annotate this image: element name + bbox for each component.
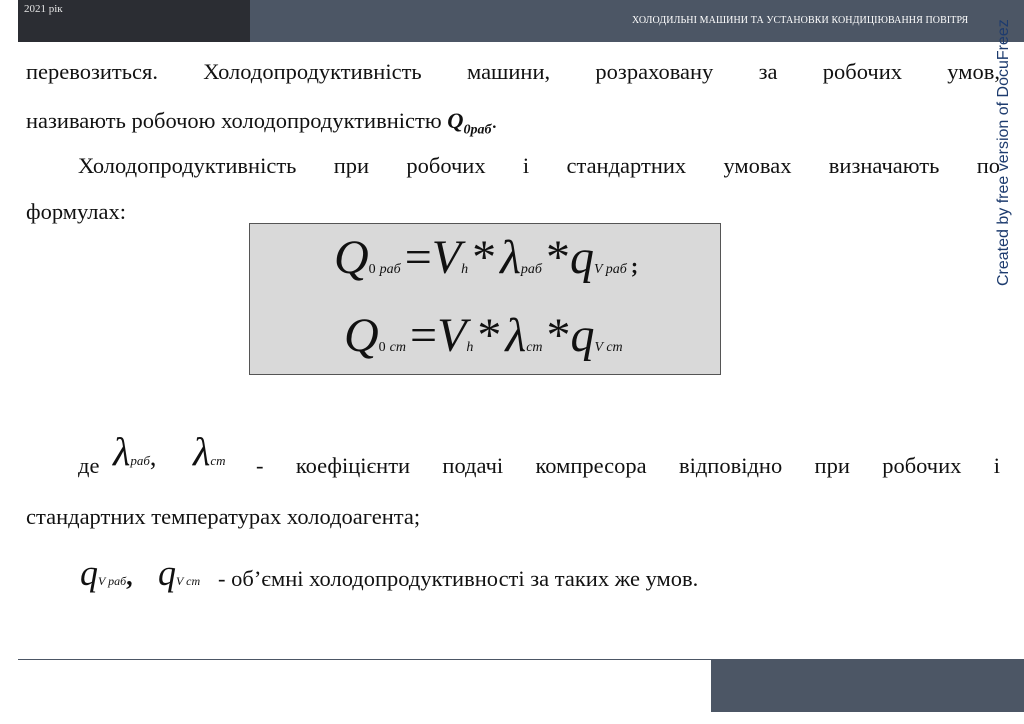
para3-line2: стандартних температурах холодоагента;	[26, 504, 421, 529]
para1-line1: перевозиться. Холодопродуктивність машини, розраховану за робочих умов,	[26, 59, 1000, 84]
footer-line	[18, 659, 712, 660]
para1-line2-text: називають робочою холодопродуктивністю	[26, 108, 442, 133]
para3-line1: - коефіцієнти подачі компресора відповідно при робочих і	[256, 453, 1000, 478]
lambda-standard-symbol: λст	[193, 429, 226, 474]
header-title: ХОЛОДИЛЬНІ МАШИНИ ТА УСТАНОВКИ КОНДИЦІЮВАННЯ ПОВІТРЯ	[632, 15, 969, 26]
qv-work-symbol: qV раб,	[80, 553, 133, 593]
qv-standard-symbol: qV ст	[158, 553, 201, 593]
para2-line1: Холодопродуктивність при робочих і стандартних умовах визначають по	[78, 153, 1000, 178]
lambda-work-symbol: λраб,	[113, 429, 157, 474]
footer-bar	[711, 659, 1024, 712]
q0-work-symbol: $Q_{0раб}$	[447, 108, 492, 138]
para3-prefix: де	[78, 453, 100, 478]
watermark: Created by free version of DocuFreez	[995, 19, 1012, 286]
para4-text: - об’ємні холодопродуктивності за таких же умов.	[218, 566, 699, 591]
formula-work: Q0 раб =Vh * λраб *qV раб ;	[334, 231, 639, 284]
formula-standard: Q0 ст =Vh * λст *qV ст	[344, 309, 623, 362]
formula-box	[249, 223, 721, 375]
para2-line2: формулах:	[26, 199, 126, 224]
para1-line2: називають робочою холодопродуктивністю $Q_{0раб}$.	[26, 108, 498, 138]
header-year: 2021 рік	[24, 3, 63, 15]
